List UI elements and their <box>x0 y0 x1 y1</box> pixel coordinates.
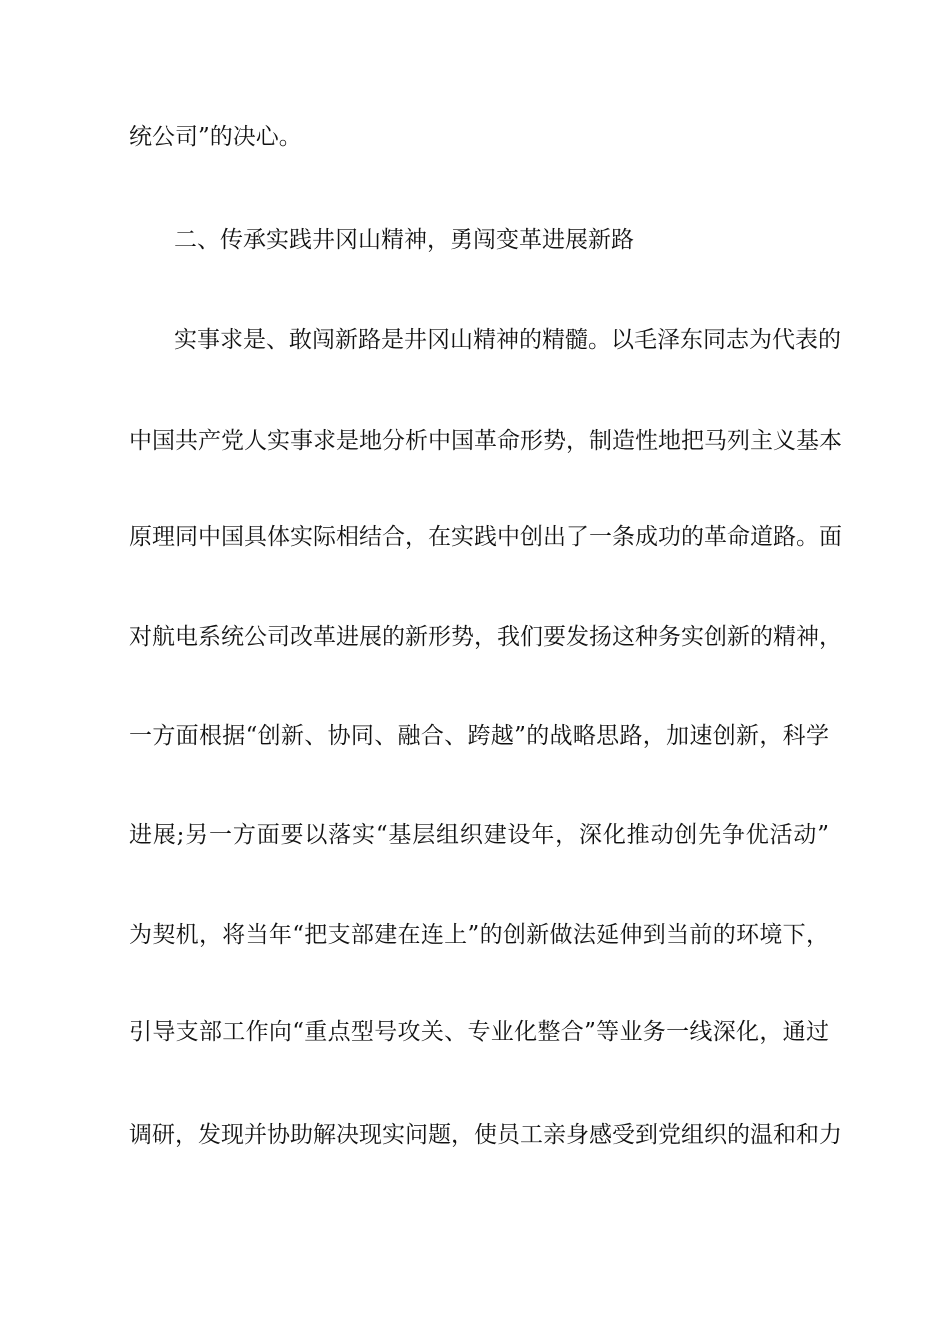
paragraph-line: 统公司”的决心。 <box>129 124 302 150</box>
paragraph-line: 中国共产党人实事求是地分析中国革命形势，制造性地把马列主义基本 <box>129 428 842 454</box>
paragraph-line: 进展;另一方面要以落实“基层组织建设年，深化推动创先争优活动” <box>129 822 829 848</box>
paragraph-line: 一方面根据“创新、协同、融合、跨越”的战略思路，加速创新，科学 <box>129 723 829 749</box>
section-heading: 二、传承实践井冈山精神，勇闯变革进展新路 <box>174 227 634 253</box>
paragraph-line: 对航电系统公司改革进展的新形势，我们要发扬这种务实创新的精神， <box>129 624 842 650</box>
paragraph-line: 调研，发现并协助解决现实问题，使员工亲身感受到党组织的温和和力 <box>129 1122 842 1148</box>
paragraph-line: 原理同中国具体实际相结合，在实践中创出了一条成功的革命道路。面 <box>129 524 842 550</box>
paragraph-line: 实事求是、敢闯新路是井冈山精神的精髓。以毛泽东同志为代表的 <box>174 327 841 353</box>
paragraph-line: 引导支部工作向“重点型号攻关、专业化整合”等业务一线深化，通过 <box>129 1019 829 1045</box>
paragraph-line: 为契机，将当年“把支部建在连上”的创新做法延伸到当前的环境下， <box>129 922 829 948</box>
